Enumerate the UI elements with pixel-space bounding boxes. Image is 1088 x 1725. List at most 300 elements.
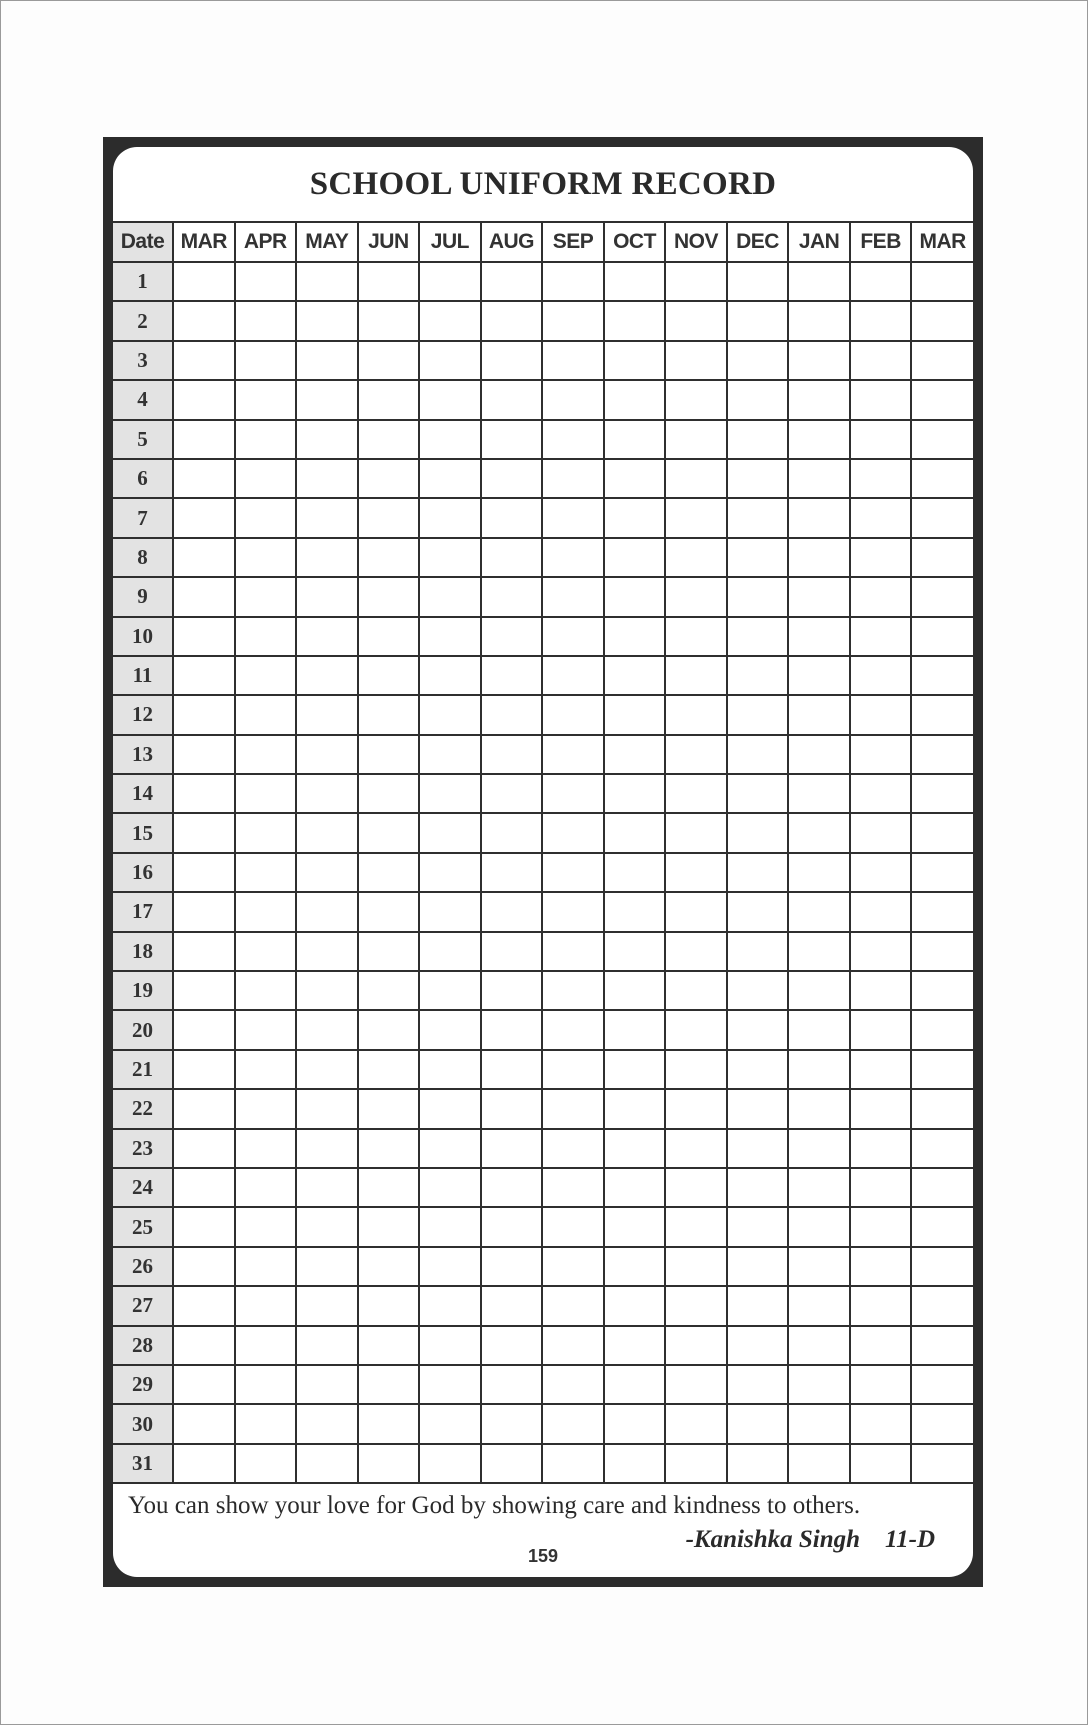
record-entry-cell[interactable]: [911, 577, 973, 616]
record-entry-cell[interactable]: [173, 1247, 235, 1286]
record-entry-cell[interactable]: [173, 932, 235, 971]
record-entry-cell[interactable]: [235, 1365, 297, 1404]
record-entry-cell[interactable]: [542, 1404, 604, 1443]
record-entry-cell[interactable]: [358, 459, 420, 498]
record-entry-cell[interactable]: [358, 813, 420, 852]
record-entry-cell[interactable]: [850, 1168, 912, 1207]
record-entry-cell[interactable]: [481, 1010, 543, 1049]
record-entry-cell[interactable]: [542, 971, 604, 1010]
record-entry-cell[interactable]: [542, 1286, 604, 1325]
record-entry-cell[interactable]: [481, 735, 543, 774]
record-entry-cell[interactable]: [911, 617, 973, 656]
record-entry-cell[interactable]: [665, 932, 727, 971]
record-entry-cell[interactable]: [604, 577, 666, 616]
record-entry-cell[interactable]: [481, 774, 543, 813]
record-entry-cell[interactable]: [235, 1326, 297, 1365]
record-entry-cell[interactable]: [481, 971, 543, 1010]
record-entry-cell[interactable]: [235, 301, 297, 340]
record-entry-cell[interactable]: [727, 1010, 789, 1049]
record-entry-cell[interactable]: [788, 695, 850, 734]
record-entry-cell[interactable]: [542, 341, 604, 380]
record-entry-cell[interactable]: [665, 538, 727, 577]
record-entry-cell[interactable]: [481, 1326, 543, 1365]
record-entry-cell[interactable]: [358, 1010, 420, 1049]
record-entry-cell[interactable]: [419, 1404, 481, 1443]
record-entry-cell[interactable]: [604, 853, 666, 892]
record-entry-cell[interactable]: [358, 617, 420, 656]
record-entry-cell[interactable]: [665, 262, 727, 301]
record-entry-cell[interactable]: [911, 695, 973, 734]
record-entry-cell[interactable]: [788, 932, 850, 971]
record-entry-cell[interactable]: [235, 1247, 297, 1286]
record-entry-cell[interactable]: [788, 617, 850, 656]
record-entry-cell[interactable]: [788, 1089, 850, 1128]
record-entry-cell[interactable]: [296, 498, 358, 537]
record-entry-cell[interactable]: [542, 617, 604, 656]
record-entry-cell[interactable]: [173, 892, 235, 931]
record-entry-cell[interactable]: [235, 262, 297, 301]
record-entry-cell[interactable]: [542, 498, 604, 537]
record-entry-cell[interactable]: [235, 380, 297, 419]
record-entry-cell[interactable]: [419, 971, 481, 1010]
record-entry-cell[interactable]: [235, 1286, 297, 1325]
record-entry-cell[interactable]: [850, 1247, 912, 1286]
record-entry-cell[interactable]: [665, 1444, 727, 1483]
record-entry-cell[interactable]: [481, 892, 543, 931]
record-entry-cell[interactable]: [419, 341, 481, 380]
record-entry-cell[interactable]: [235, 1207, 297, 1246]
record-entry-cell[interactable]: [235, 341, 297, 380]
record-entry-cell[interactable]: [481, 617, 543, 656]
record-entry-cell[interactable]: [665, 656, 727, 695]
record-entry-cell[interactable]: [850, 1444, 912, 1483]
record-entry-cell[interactable]: [788, 1207, 850, 1246]
record-entry-cell[interactable]: [173, 262, 235, 301]
record-entry-cell[interactable]: [788, 262, 850, 301]
record-entry-cell[interactable]: [296, 1207, 358, 1246]
record-entry-cell[interactable]: [727, 1404, 789, 1443]
record-entry-cell[interactable]: [296, 380, 358, 419]
record-entry-cell[interactable]: [665, 735, 727, 774]
record-entry-cell[interactable]: [604, 1089, 666, 1128]
record-entry-cell[interactable]: [542, 1168, 604, 1207]
record-entry-cell[interactable]: [788, 1286, 850, 1325]
record-entry-cell[interactable]: [788, 1404, 850, 1443]
record-entry-cell[interactable]: [788, 1129, 850, 1168]
record-entry-cell[interactable]: [665, 971, 727, 1010]
record-entry-cell[interactable]: [727, 459, 789, 498]
record-entry-cell[interactable]: [419, 380, 481, 419]
record-entry-cell[interactable]: [296, 301, 358, 340]
record-entry-cell[interactable]: [850, 695, 912, 734]
record-entry-cell[interactable]: [419, 1050, 481, 1089]
record-entry-cell[interactable]: [850, 1050, 912, 1089]
record-entry-cell[interactable]: [358, 498, 420, 537]
record-entry-cell[interactable]: [358, 774, 420, 813]
record-entry-cell[interactable]: [542, 1129, 604, 1168]
record-entry-cell[interactable]: [727, 774, 789, 813]
record-entry-cell[interactable]: [296, 262, 358, 301]
record-entry-cell[interactable]: [665, 1168, 727, 1207]
record-entry-cell[interactable]: [850, 774, 912, 813]
record-entry-cell[interactable]: [296, 892, 358, 931]
record-entry-cell[interactable]: [665, 380, 727, 419]
record-entry-cell[interactable]: [358, 577, 420, 616]
record-entry-cell[interactable]: [481, 1365, 543, 1404]
record-entry-cell[interactable]: [665, 577, 727, 616]
record-entry-cell[interactable]: [604, 1365, 666, 1404]
record-entry-cell[interactable]: [911, 1444, 973, 1483]
record-entry-cell[interactable]: [542, 577, 604, 616]
record-entry-cell[interactable]: [850, 1010, 912, 1049]
record-entry-cell[interactable]: [235, 1089, 297, 1128]
record-entry-cell[interactable]: [911, 656, 973, 695]
record-entry-cell[interactable]: [850, 1365, 912, 1404]
record-entry-cell[interactable]: [911, 1207, 973, 1246]
record-entry-cell[interactable]: [296, 1404, 358, 1443]
record-entry-cell[interactable]: [850, 892, 912, 931]
record-entry-cell[interactable]: [788, 1010, 850, 1049]
record-entry-cell[interactable]: [604, 498, 666, 537]
record-entry-cell[interactable]: [481, 459, 543, 498]
record-entry-cell[interactable]: [604, 656, 666, 695]
record-entry-cell[interactable]: [542, 1207, 604, 1246]
record-entry-cell[interactable]: [604, 695, 666, 734]
record-entry-cell[interactable]: [358, 262, 420, 301]
record-entry-cell[interactable]: [542, 695, 604, 734]
record-entry-cell[interactable]: [173, 538, 235, 577]
record-entry-cell[interactable]: [481, 301, 543, 340]
record-entry-cell[interactable]: [604, 538, 666, 577]
record-entry-cell[interactable]: [665, 1286, 727, 1325]
record-entry-cell[interactable]: [665, 498, 727, 537]
record-entry-cell[interactable]: [173, 301, 235, 340]
record-entry-cell[interactable]: [665, 1010, 727, 1049]
record-entry-cell[interactable]: [235, 971, 297, 1010]
record-entry-cell[interactable]: [235, 420, 297, 459]
record-entry-cell[interactable]: [481, 656, 543, 695]
record-entry-cell[interactable]: [419, 1247, 481, 1286]
record-entry-cell[interactable]: [604, 1010, 666, 1049]
record-entry-cell[interactable]: [358, 971, 420, 1010]
record-entry-cell[interactable]: [604, 735, 666, 774]
record-entry-cell[interactable]: [358, 695, 420, 734]
record-entry-cell[interactable]: [727, 1247, 789, 1286]
record-entry-cell[interactable]: [788, 380, 850, 419]
record-entry-cell[interactable]: [911, 1247, 973, 1286]
record-entry-cell[interactable]: [419, 1365, 481, 1404]
record-entry-cell[interactable]: [604, 1444, 666, 1483]
record-entry-cell[interactable]: [235, 813, 297, 852]
record-entry-cell[interactable]: [788, 813, 850, 852]
record-entry-cell[interactable]: [173, 577, 235, 616]
record-entry-cell[interactable]: [235, 1129, 297, 1168]
record-entry-cell[interactable]: [235, 1010, 297, 1049]
record-entry-cell[interactable]: [296, 971, 358, 1010]
record-entry-cell[interactable]: [850, 1129, 912, 1168]
record-entry-cell[interactable]: [604, 932, 666, 971]
record-entry-cell[interactable]: [173, 1326, 235, 1365]
record-entry-cell[interactable]: [358, 735, 420, 774]
record-entry-cell[interactable]: [727, 932, 789, 971]
record-entry-cell[interactable]: [911, 538, 973, 577]
record-entry-cell[interactable]: [173, 617, 235, 656]
record-entry-cell[interactable]: [419, 1207, 481, 1246]
record-entry-cell[interactable]: [665, 1404, 727, 1443]
record-entry-cell[interactable]: [419, 1444, 481, 1483]
record-entry-cell[interactable]: [604, 301, 666, 340]
record-entry-cell[interactable]: [911, 735, 973, 774]
record-entry-cell[interactable]: [788, 498, 850, 537]
record-entry-cell[interactable]: [604, 774, 666, 813]
record-entry-cell[interactable]: [173, 735, 235, 774]
record-entry-cell[interactable]: [911, 1089, 973, 1128]
record-entry-cell[interactable]: [296, 774, 358, 813]
record-entry-cell[interactable]: [173, 1010, 235, 1049]
record-entry-cell[interactable]: [542, 459, 604, 498]
record-entry-cell[interactable]: [173, 1286, 235, 1325]
record-entry-cell[interactable]: [727, 420, 789, 459]
record-entry-cell[interactable]: [727, 892, 789, 931]
record-entry-cell[interactable]: [419, 656, 481, 695]
record-entry-cell[interactable]: [173, 853, 235, 892]
record-entry-cell[interactable]: [727, 262, 789, 301]
record-entry-cell[interactable]: [296, 1168, 358, 1207]
record-entry-cell[interactable]: [173, 813, 235, 852]
record-entry-cell[interactable]: [850, 1089, 912, 1128]
record-entry-cell[interactable]: [296, 1444, 358, 1483]
record-entry-cell[interactable]: [419, 1168, 481, 1207]
record-entry-cell[interactable]: [235, 1404, 297, 1443]
record-entry-cell[interactable]: [911, 1365, 973, 1404]
record-entry-cell[interactable]: [235, 892, 297, 931]
record-entry-cell[interactable]: [727, 498, 789, 537]
record-entry-cell[interactable]: [850, 262, 912, 301]
record-entry-cell[interactable]: [788, 1168, 850, 1207]
record-entry-cell[interactable]: [604, 813, 666, 852]
record-entry-cell[interactable]: [788, 656, 850, 695]
record-entry-cell[interactable]: [235, 1050, 297, 1089]
record-entry-cell[interactable]: [296, 1089, 358, 1128]
record-entry-cell[interactable]: [358, 301, 420, 340]
record-entry-cell[interactable]: [173, 1168, 235, 1207]
record-entry-cell[interactable]: [542, 420, 604, 459]
record-entry-cell[interactable]: [296, 1129, 358, 1168]
record-entry-cell[interactable]: [296, 1286, 358, 1325]
record-entry-cell[interactable]: [665, 1326, 727, 1365]
record-entry-cell[interactable]: [481, 1247, 543, 1286]
record-entry-cell[interactable]: [173, 1207, 235, 1246]
record-entry-cell[interactable]: [911, 1168, 973, 1207]
record-entry-cell[interactable]: [419, 695, 481, 734]
record-entry-cell[interactable]: [665, 1050, 727, 1089]
record-entry-cell[interactable]: [911, 892, 973, 931]
record-entry-cell[interactable]: [727, 380, 789, 419]
record-entry-cell[interactable]: [727, 577, 789, 616]
record-entry-cell[interactable]: [419, 577, 481, 616]
record-entry-cell[interactable]: [911, 971, 973, 1010]
record-entry-cell[interactable]: [850, 1207, 912, 1246]
record-entry-cell[interactable]: [542, 853, 604, 892]
record-entry-cell[interactable]: [419, 892, 481, 931]
record-entry-cell[interactable]: [727, 853, 789, 892]
record-entry-cell[interactable]: [911, 459, 973, 498]
record-entry-cell[interactable]: [727, 1444, 789, 1483]
record-entry-cell[interactable]: [850, 656, 912, 695]
record-entry-cell[interactable]: [481, 813, 543, 852]
record-entry-cell[interactable]: [481, 1286, 543, 1325]
record-entry-cell[interactable]: [419, 262, 481, 301]
record-entry-cell[interactable]: [911, 498, 973, 537]
record-entry-cell[interactable]: [419, 1326, 481, 1365]
record-entry-cell[interactable]: [542, 1326, 604, 1365]
record-entry-cell[interactable]: [235, 735, 297, 774]
record-entry-cell[interactable]: [358, 1207, 420, 1246]
record-entry-cell[interactable]: [542, 380, 604, 419]
record-entry-cell[interactable]: [358, 1444, 420, 1483]
record-entry-cell[interactable]: [173, 695, 235, 734]
record-entry-cell[interactable]: [665, 341, 727, 380]
record-entry-cell[interactable]: [235, 1168, 297, 1207]
record-entry-cell[interactable]: [911, 1129, 973, 1168]
record-entry-cell[interactable]: [358, 1089, 420, 1128]
record-entry-cell[interactable]: [727, 1286, 789, 1325]
record-entry-cell[interactable]: [296, 813, 358, 852]
record-entry-cell[interactable]: [358, 1129, 420, 1168]
record-entry-cell[interactable]: [727, 1129, 789, 1168]
record-entry-cell[interactable]: [296, 735, 358, 774]
record-entry-cell[interactable]: [358, 1326, 420, 1365]
record-entry-cell[interactable]: [911, 301, 973, 340]
record-entry-cell[interactable]: [604, 892, 666, 931]
record-entry-cell[interactable]: [419, 1010, 481, 1049]
record-entry-cell[interactable]: [850, 735, 912, 774]
record-entry-cell[interactable]: [911, 774, 973, 813]
record-entry-cell[interactable]: [665, 892, 727, 931]
record-entry-cell[interactable]: [358, 1247, 420, 1286]
record-entry-cell[interactable]: [296, 853, 358, 892]
record-entry-cell[interactable]: [911, 341, 973, 380]
record-entry-cell[interactable]: [419, 1129, 481, 1168]
record-entry-cell[interactable]: [542, 774, 604, 813]
record-entry-cell[interactable]: [850, 577, 912, 616]
record-entry-cell[interactable]: [911, 813, 973, 852]
record-entry-cell[interactable]: [542, 262, 604, 301]
record-entry-cell[interactable]: [665, 459, 727, 498]
record-entry-cell[interactable]: [788, 971, 850, 1010]
record-entry-cell[interactable]: [665, 420, 727, 459]
record-entry-cell[interactable]: [419, 813, 481, 852]
record-entry-cell[interactable]: [481, 420, 543, 459]
record-entry-cell[interactable]: [358, 932, 420, 971]
record-entry-cell[interactable]: [911, 380, 973, 419]
record-entry-cell[interactable]: [296, 617, 358, 656]
record-entry-cell[interactable]: [296, 1247, 358, 1286]
record-entry-cell[interactable]: [911, 932, 973, 971]
record-entry-cell[interactable]: [604, 617, 666, 656]
record-entry-cell[interactable]: [481, 538, 543, 577]
record-entry-cell[interactable]: [604, 1207, 666, 1246]
record-entry-cell[interactable]: [173, 1129, 235, 1168]
record-entry-cell[interactable]: [419, 420, 481, 459]
record-entry-cell[interactable]: [727, 1050, 789, 1089]
record-entry-cell[interactable]: [665, 1129, 727, 1168]
record-entry-cell[interactable]: [850, 1326, 912, 1365]
record-entry-cell[interactable]: [727, 341, 789, 380]
record-entry-cell[interactable]: [788, 577, 850, 616]
record-entry-cell[interactable]: [173, 498, 235, 537]
record-entry-cell[interactable]: [419, 932, 481, 971]
record-entry-cell[interactable]: [481, 853, 543, 892]
record-entry-cell[interactable]: [911, 262, 973, 301]
record-entry-cell[interactable]: [665, 813, 727, 852]
record-entry-cell[interactable]: [604, 420, 666, 459]
record-entry-cell[interactable]: [850, 459, 912, 498]
record-entry-cell[interactable]: [788, 853, 850, 892]
record-entry-cell[interactable]: [788, 420, 850, 459]
record-entry-cell[interactable]: [358, 1286, 420, 1325]
record-entry-cell[interactable]: [235, 498, 297, 537]
record-entry-cell[interactable]: [481, 577, 543, 616]
record-entry-cell[interactable]: [542, 932, 604, 971]
record-entry-cell[interactable]: [727, 617, 789, 656]
record-entry-cell[interactable]: [542, 1365, 604, 1404]
record-entry-cell[interactable]: [235, 538, 297, 577]
record-entry-cell[interactable]: [850, 498, 912, 537]
record-entry-cell[interactable]: [419, 853, 481, 892]
record-entry-cell[interactable]: [665, 301, 727, 340]
record-entry-cell[interactable]: [542, 538, 604, 577]
record-entry-cell[interactable]: [604, 1050, 666, 1089]
record-entry-cell[interactable]: [727, 1207, 789, 1246]
record-entry-cell[interactable]: [296, 1050, 358, 1089]
record-entry-cell[interactable]: [419, 617, 481, 656]
record-entry-cell[interactable]: [481, 262, 543, 301]
record-entry-cell[interactable]: [665, 617, 727, 656]
record-entry-cell[interactable]: [542, 1010, 604, 1049]
record-entry-cell[interactable]: [911, 853, 973, 892]
record-entry-cell[interactable]: [727, 538, 789, 577]
record-entry-cell[interactable]: [296, 1010, 358, 1049]
record-entry-cell[interactable]: [296, 656, 358, 695]
record-entry-cell[interactable]: [850, 813, 912, 852]
record-entry-cell[interactable]: [542, 1089, 604, 1128]
record-entry-cell[interactable]: [604, 1247, 666, 1286]
record-entry-cell[interactable]: [358, 1168, 420, 1207]
record-entry-cell[interactable]: [481, 1089, 543, 1128]
record-entry-cell[interactable]: [296, 420, 358, 459]
record-entry-cell[interactable]: [173, 774, 235, 813]
record-entry-cell[interactable]: [235, 656, 297, 695]
record-entry-cell[interactable]: [850, 617, 912, 656]
record-entry-cell[interactable]: [727, 1326, 789, 1365]
record-entry-cell[interactable]: [850, 538, 912, 577]
record-entry-cell[interactable]: [235, 695, 297, 734]
record-entry-cell[interactable]: [542, 301, 604, 340]
record-entry-cell[interactable]: [911, 420, 973, 459]
record-entry-cell[interactable]: [481, 380, 543, 419]
record-entry-cell[interactable]: [173, 1444, 235, 1483]
record-entry-cell[interactable]: [235, 459, 297, 498]
record-entry-cell[interactable]: [604, 1129, 666, 1168]
record-entry-cell[interactable]: [665, 774, 727, 813]
record-entry-cell[interactable]: [481, 1207, 543, 1246]
record-entry-cell[interactable]: [850, 971, 912, 1010]
record-entry-cell[interactable]: [481, 1444, 543, 1483]
record-entry-cell[interactable]: [727, 1168, 789, 1207]
record-entry-cell[interactable]: [235, 1444, 297, 1483]
record-entry-cell[interactable]: [481, 1168, 543, 1207]
